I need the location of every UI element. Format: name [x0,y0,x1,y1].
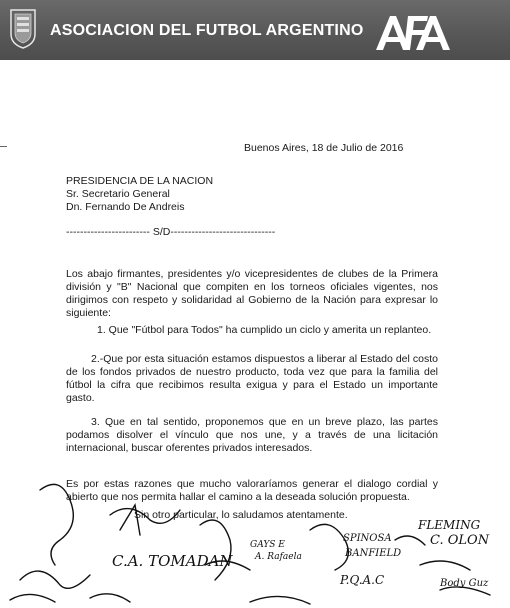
sd-line: ------------------------ S/D------------------------------ [66,226,276,238]
signature: P.Q.A.C [340,573,385,587]
paragraph-intro: Los abajo firmantes, presidentes y/o vicepresidentes de clubes de la Primera división y "B" Nacional que compiten en los torneos oficiales vigentes, nos dirigimos con respeto y solidaridad al Gobierno de la Nación para expresar lo siguiente: [66,268,438,319]
closing-line: Sin otro particular, lo saludamos atentamente. [134,509,348,521]
signature: C.A. TOMADAN [112,552,233,570]
afa-logo-icon [370,6,450,54]
organization-name: ASOCIACION DEL FUTBOL ARGENTINO [50,22,364,39]
point-1: 1. Que "Fútbol para Todos" ha cumplido un ciclo y amerita un replanteo. [97,324,432,336]
signature: A. Rafaela [255,552,302,562]
signature: GAYS E [250,540,285,550]
letterhead-band [0,0,510,60]
signature: C. OLON [430,533,490,548]
signature: BANFIELD [345,548,402,559]
signature: FLEMING [418,518,481,532]
signature: SPINOSA [343,533,392,544]
recipient-line: Dn. Fernando De Andreis [66,201,185,213]
signature: Body Guz [440,578,489,589]
recipient-line: Sr. Secretario General [66,188,170,200]
point-2: 2.-Que por esta situación estamos dispuestos a liberar al Estado del costo de los fondos privados de nuestro producto, toda vez que para la familia del fútbol la cifra que recibimos resulta exigua y para el Estado un importante gasto. [66,353,438,404]
recipient-line: PRESIDENCIA DE LA NACION [66,175,214,187]
letter-date: Buenos Aires, 18 de Julio de 2016 [244,142,404,154]
point-3: 3. Que en tal sentido, proponemos que en un breve plazo, las partes podamos disolver el vínculo que nos une, y a través de una licitación internacional, buscar oferentes privados interesados. [66,416,438,454]
afa-crest-icon [8,6,38,50]
margin-mark [0,146,7,147]
paragraph-conclusion: Es por estas razones que mucho valoraríamos generar el dialogo cordial y abierto que nos permita hallar el camino a la deseada solución propuesta. [66,478,438,503]
